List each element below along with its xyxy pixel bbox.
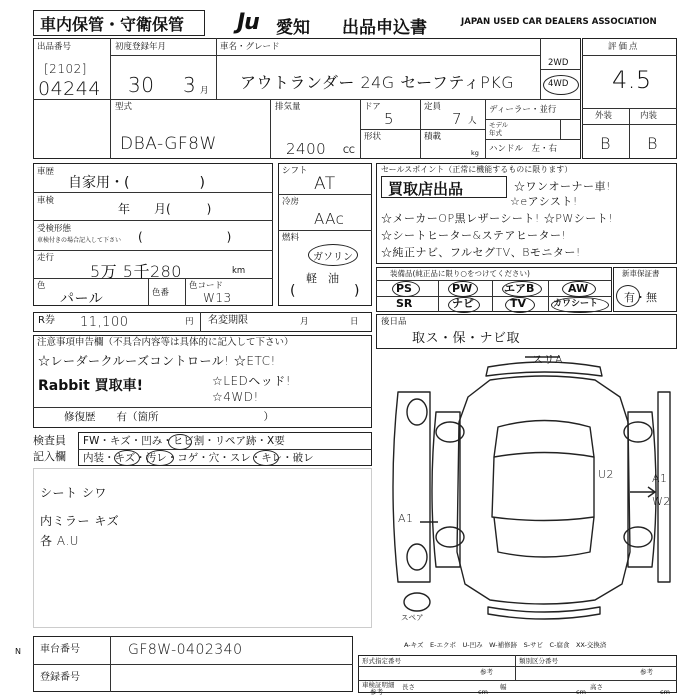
model-year-model: モデル [489,121,509,129]
spare-label: スペア [401,613,424,622]
mark-circle-wear [253,450,279,466]
displacement-value: 2400 [286,140,327,158]
dealer-label: ディーラー・並行 [489,105,557,115]
reception-value: ( ) [138,230,232,244]
footer-cm-3: cm [660,688,670,696]
reg-number-label: 登録番号 [40,672,80,683]
sales-point-label: セールスポイント（正常に機能するものに限ります） [381,165,573,174]
remark-1: シート シワ [40,486,107,500]
equipment-label: 装備品(純正品に限り○をつけてください) [390,269,530,278]
mark-u2: U2 [598,468,615,481]
registration-year: 30 [128,73,155,97]
exterior-grade: B [600,134,611,153]
name-change-day: 日 [350,317,359,327]
type-label: 型式 [115,102,133,112]
footer-class: 類別区分番号 [519,657,558,665]
drive-2wd: 2WD [548,58,569,68]
circle-navi [448,297,480,313]
inspection-value: 年 月( ) [118,202,212,216]
mileage-value: 5万 5千280 [90,262,182,281]
circle-aw [562,281,596,297]
name-change-month: 月 [300,317,309,327]
after-items-value: 取ス・保・ナビ取 [412,331,521,346]
storage-label: 車内保管・守衛保管 [40,15,185,34]
sales-line-3: ☆メーカーOP黒レザーシート! ☆PWシート! [381,212,614,225]
registration-month-unit: 月 [200,86,209,96]
repair-history: 修復歴 有（箇所 ） [64,411,274,423]
footer-ref-2: 参考 [640,668,653,676]
warranty-circle [616,285,640,307]
footer-cm-2: cm [576,688,586,696]
load-label: 積載 [424,132,442,142]
sales-line-1: ☆ワンオーナー車! [514,180,611,193]
interior-label: 内装 [640,111,658,121]
load-unit: kg [471,149,479,157]
shape-label: 形状 [364,132,382,142]
score-label: 評価点 [608,42,640,52]
lot-number: 04244 [38,78,101,100]
notes-line-1: ☆レーダークルーズコントロール! ☆ETC! [38,354,276,368]
inspection-label: 車検 [37,196,55,206]
circle-ps [392,281,420,297]
model-value: アウトランダー 24G セーフティPKG [240,73,515,92]
reception-label: 受検形態 [37,224,72,234]
warranty-label: 新車保証書 [622,269,660,278]
equip-tv: TV [510,297,527,310]
displacement-label: 排気量 [275,102,301,112]
lot-label: 出品番号 [37,42,72,52]
name-change-label: 名変期限 [208,315,248,326]
score-value: 4.5 [612,66,652,94]
circle-pw [448,281,478,297]
history-label: 車歴 [37,167,55,177]
recycle-label: R券 [38,315,55,326]
form-title: 出品申込書 [342,18,427,38]
model-year-year: 年式 [489,129,502,137]
color-code-label: 色コード [189,281,224,291]
diagram-legend: A-キズ E-エクボ U-凹み W-補修跡 S-サビ C-腐食 XX-交換済 [404,641,607,649]
fuel-label: 燃料 [282,233,300,243]
inspector-row-2: 内装・キズ・汚レ・コゲ・穴・スレ・キレ・破レ [83,452,314,464]
aircon-value: AAc [314,210,345,228]
fuel-bracket-left: ( [290,283,296,299]
equip-pw: PW [452,282,473,295]
chassis-label: 車台番号 [40,644,80,655]
capacity-label: 定員 [424,102,442,112]
circle-airbag [502,281,542,297]
color-number-label: 色番 [152,288,170,298]
ju-logo: Ju [237,10,259,35]
handle-label: ハンドル 左・右 [489,144,558,154]
registration-label: 初度登録年月 [115,42,167,52]
capacity-value: 7 [452,110,463,128]
inspector-row-1: FW・キズ・凹み・ヒビ割・リペア跡・X要 [83,435,285,447]
inspector-label-1: 検査員 [33,434,66,447]
side-mark: N [15,647,21,656]
shift-label: シフト [282,166,308,176]
mark-a1-right: A1 [652,472,668,485]
rabbit-logo: Rabbit 買取車! [38,378,144,394]
fuel-bracket-right: ) [354,283,360,299]
fuel-gasoline: ガソリン [313,252,353,263]
exterior-label: 外装 [595,111,613,121]
aircon-label: 冷房 [282,197,300,207]
footer-wid: 幅 [500,683,507,691]
footer-hei: 高さ [590,683,603,691]
fuel-diesel: 軽 油 [306,272,339,285]
mark-suri-a: スリA [532,353,564,366]
doors-value: 5 [384,110,395,128]
circle-tv [505,297,535,313]
type-value: DBA-GF8W [120,134,217,154]
displacement-unit: CC [343,146,355,156]
capacity-unit: 人 [468,116,477,126]
registration-month: 3 [183,73,197,97]
footer-len: 長さ [402,683,415,691]
car-diagram [380,352,680,642]
mark-a1-left: A1 [398,512,414,525]
equip-sr: SR [396,297,413,310]
chassis-value: GF8W-0402340 [128,642,243,658]
drive-4wd: 4WD [548,79,569,89]
sales-line-2: ☆eアシスト! [510,195,578,208]
footer-cm-1: cm [478,688,488,696]
after-items-label: 後日品 [381,317,407,327]
interior-grade: B [647,134,658,153]
org-name: 愛知 [276,18,310,38]
equip-aw: AW [568,282,589,295]
lot-sub: [2102] [44,62,87,76]
footer-ref2: 車検証明細 [362,681,395,689]
mark-circle-scratch [114,450,140,466]
sales-line-5: ☆純正ナビ、フルセグTV、Bモニター! [381,246,581,259]
remark-3: 各 A.U [40,534,79,548]
shift-value: AT [314,174,336,194]
mark-circle-dent [168,434,192,450]
notes-label: 注意事項申告欄（不具合内容等は具体的に記入して下さい） [37,337,294,348]
equip-navi: ナビ [452,297,474,310]
color-value: パール [60,291,104,307]
reception-note: 車検付きの場合記入して下さい [37,237,122,244]
sales-banner: 買取店出品 [388,180,464,198]
equip-airbag: エアB [504,282,535,295]
circle-leather [551,297,609,313]
mark-w2: W2 [652,495,671,508]
recycle-value: 11,100 [80,315,129,330]
notes-line-3: ☆4WD! [212,390,259,404]
mileage-unit: km [232,266,246,276]
equip-ps: PS [396,282,412,295]
warranty-value: 有・無 [624,291,657,304]
footer-ref-1: 参考 [480,668,493,676]
doors-label: ドア [364,102,381,112]
association-name: JAPAN USED CAR DEALERS ASSOCIATION [461,17,657,27]
color-label: 色 [37,281,46,291]
remark-2: 内ミラー キズ [40,514,120,528]
sales-line-4: ☆シートヒーター&ステアヒーター! [381,229,567,242]
mark-circle-dirt [146,450,174,466]
footer-ref3: 参考 [370,688,383,696]
color-code-value: W13 [203,291,232,305]
recycle-unit: 円 [185,317,194,327]
history-value: 自家用・( ) [68,175,205,191]
mileage-label: 走行 [37,253,55,263]
equip-leather: カワシート [553,299,599,309]
footer-form: 形式指定番号 [362,657,401,665]
inspector-label-2: 記入欄 [33,450,66,463]
model-label: 車名・グレード [220,42,280,52]
notes-line-2: ☆LEDヘッド! [212,374,292,388]
